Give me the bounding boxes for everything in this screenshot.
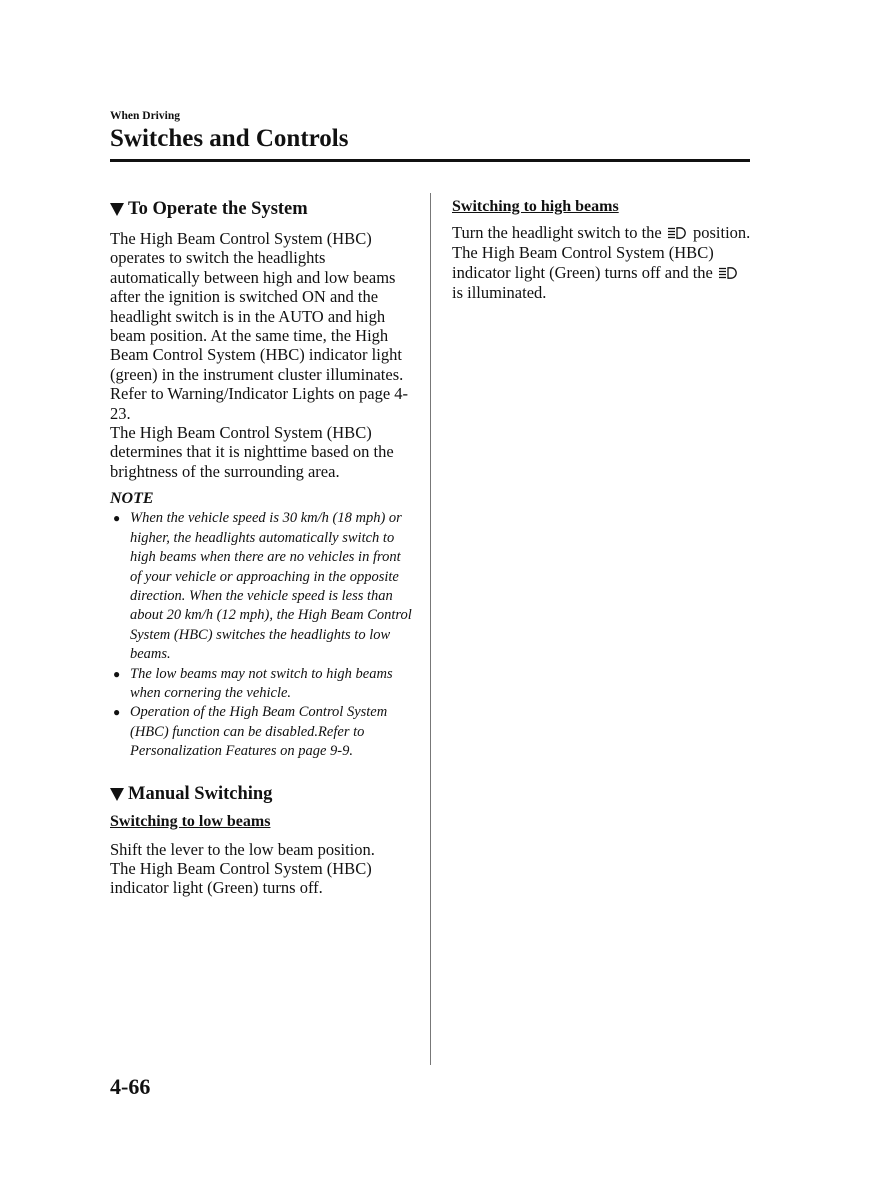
- note-title: NOTE: [110, 490, 154, 508]
- bullet-icon: ●: [113, 705, 121, 720]
- bullet-icon: ●: [113, 511, 121, 526]
- text-run: is illuminated.: [452, 283, 547, 303]
- heading-manual-switching: [110, 782, 415, 806]
- triangle-down-icon: [110, 788, 124, 801]
- text-run: Turn the headlight switch to the: [452, 223, 662, 242]
- paragraph: [452, 223, 752, 243]
- paragraph: The High Beam Control System (HBC) operates to switch the headlights automatically between high and low beams after the ignition is switched ON and the headlight switch is in the AUTO and high beam position. At the same time, the High Beam Control System (HBC) indicator light (green) in the instrument cluster illuminates.: [110, 229, 404, 384]
- paragraph: [452, 243, 752, 302]
- heading-manual-text: Manual Switching: [128, 783, 273, 804]
- note-text: When the vehicle speed is 30 km/h (18 mph) or higher, the headlights automatically switch to high beams when there are no vehicles in front of your vehicle or approaching in the opposite direction. When the vehicle speed is less than about 20 km/h (12 mph), the High Beam Control System (HBC) switches the headlights to low beams.: [130, 510, 412, 663]
- triangle-down-icon: [110, 203, 124, 216]
- text-run: The High Beam Control System (HBC) indicator light (Green) turns off and the: [452, 243, 714, 282]
- section-label: When Driving: [110, 110, 180, 122]
- high-beam-icon: [668, 224, 687, 243]
- note-text: Operation of the High Beam Control System (HBC) function can be disabled.Refer to Personalization Features on page 9-9.: [130, 704, 388, 760]
- page-title: Switches and Controls: [110, 125, 349, 152]
- high-beam-icon: [719, 264, 738, 283]
- title-rule: [110, 159, 750, 162]
- paragraph: The High Beam Control System (HBC) determines that it is nighttime based on the brightness of the surrounding area.: [110, 423, 394, 481]
- paragraph: The High Beam Control System (HBC) indicator light (Green) turns off.: [110, 858, 372, 898]
- low-beams-text: [110, 840, 415, 898]
- subheading-high-beams: Switching to high beams: [452, 198, 619, 215]
- note-list: [110, 509, 415, 761]
- high-beams-text: [452, 223, 752, 303]
- page-number: 4-66: [110, 1074, 151, 1099]
- text-run: position.: [693, 223, 751, 242]
- intro-text: [110, 229, 415, 481]
- page-header: [110, 108, 750, 154]
- bullet-icon: ●: [113, 666, 121, 681]
- note-text: The low beams may not switch to high beams when cornering the vehicle.: [130, 665, 393, 701]
- paragraph: Refer to Warning/Indicator Lights on page 4-23.: [110, 384, 409, 423]
- heading-operate-text: To Operate the System: [128, 199, 308, 219]
- note-item: [110, 665, 415, 704]
- note-item: [110, 509, 415, 664]
- left-column: [110, 197, 415, 898]
- paragraph: Shift the lever to the low beam position.: [110, 839, 375, 859]
- subheading-low-beams: Switching to low beams: [110, 812, 271, 830]
- note-item: [110, 703, 415, 761]
- right-column: [452, 197, 752, 303]
- column-divider: [430, 193, 431, 1065]
- heading-operate-system: [110, 197, 415, 221]
